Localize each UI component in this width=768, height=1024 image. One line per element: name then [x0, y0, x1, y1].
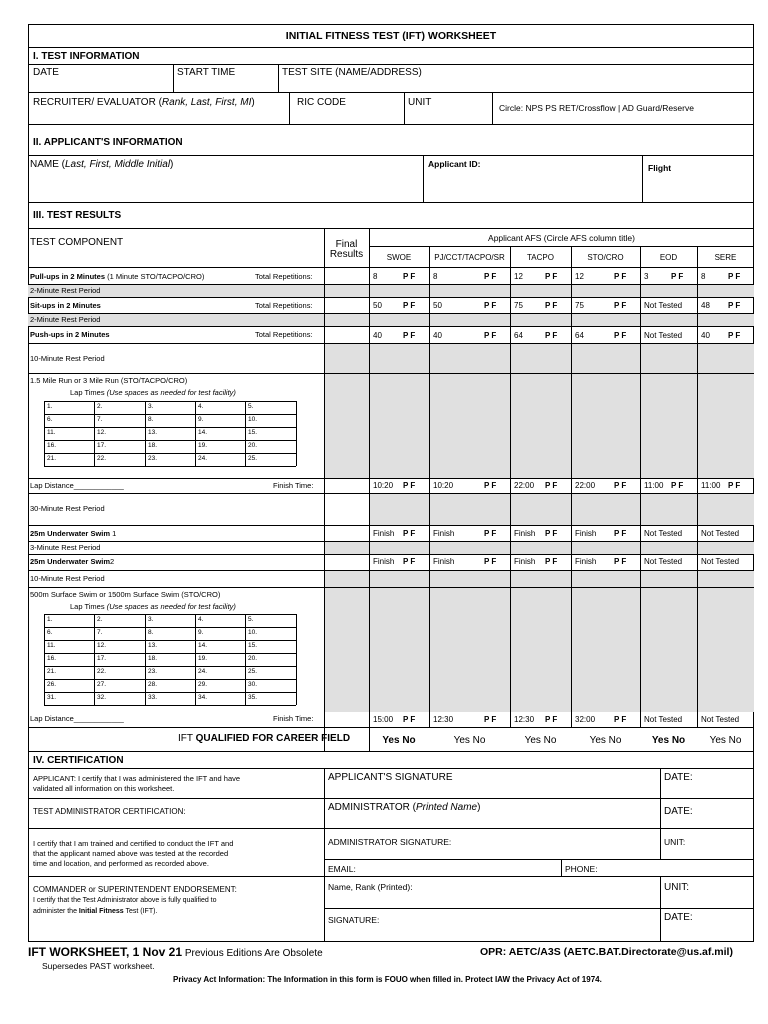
lap-time-cell[interactable]: 24. [198, 455, 208, 462]
column-divider [571, 246, 572, 727]
lap-time-cell[interactable]: 20. [248, 655, 258, 662]
section-test-results-heading: III. TEST RESULTS [33, 210, 122, 221]
pass-fail-options[interactable]: P F [403, 331, 416, 340]
lap-time-cell[interactable]: 25. [248, 668, 258, 675]
afs-column-title[interactable]: EOD [659, 253, 678, 262]
lap-time-cell[interactable]: 5. [248, 616, 254, 623]
qualified-bold: QUALIFIED FOR CAREER FIELD [195, 733, 351, 744]
admin-date-field[interactable]: DATE: [664, 806, 693, 817]
situps-total-reps: Total Repetitions: [255, 301, 313, 310]
column-divider [429, 246, 430, 727]
lap-time-cell[interactable]: 24. [198, 668, 208, 675]
applicant-signature-field[interactable]: APPLICANT'S SIGNATURE [328, 772, 453, 783]
final-results-header [324, 240, 369, 260]
pullups-text: Pull-ups in 2 Minutes [30, 272, 106, 281]
underwater-swim-1 [30, 530, 116, 538]
pass-fail-options[interactable]: P F [614, 301, 627, 310]
qualified-yes-no[interactable]: Yes No [651, 735, 686, 746]
pass-fail-options[interactable]: P F [545, 481, 558, 490]
lap-time-cell[interactable]: 9. [198, 416, 204, 423]
form-footer-title [28, 946, 323, 959]
standard-value: 64 [514, 331, 523, 340]
lap-grid-line [44, 614, 45, 705]
lap-grid-line [44, 466, 296, 467]
lap-grid-line [44, 627, 296, 628]
lap-time-cell[interactable]: 13. [148, 642, 158, 649]
lap-grid-line [44, 653, 296, 654]
pass-fail-options[interactable]: P F [614, 715, 627, 724]
lap-time-cell[interactable]: 12. [97, 429, 107, 436]
pullups-total-reps: Total Repetitions: [255, 272, 313, 281]
standard-value: Finish [373, 557, 395, 566]
pass-fail-options[interactable]: P F [403, 529, 416, 538]
pass-fail-options[interactable]: P F [403, 301, 416, 310]
lap-time-cell[interactable]: 20. [248, 442, 258, 449]
lap-distance-blank: ____________ [73, 481, 124, 490]
name-hint: Last, First, Middle Initial [65, 159, 171, 170]
lap-grid-line [44, 427, 296, 428]
lap-time-cell[interactable]: 4. [198, 616, 204, 623]
lap-time-cell[interactable]: 1. [47, 403, 53, 410]
recruiter-label: RECRUITER/ EVALUATOR ( [33, 97, 162, 108]
standard-value: 15:00 [373, 715, 394, 724]
standard-value: Not Tested [701, 529, 740, 538]
pass-fail-options[interactable]: P F [614, 481, 627, 490]
lap-time-cell[interactable]: 11. [47, 429, 56, 436]
ric-code-field[interactable]: RIC CODE [297, 97, 346, 108]
lap-time-cell[interactable]: 6. [47, 416, 53, 423]
lap-grid-line [296, 614, 297, 705]
pullups-note: (1 Minute STO/TACPO/CRO) [107, 272, 205, 281]
lap-time-cell[interactable]: 8. [148, 416, 154, 423]
pass-fail-options[interactable]: P F [614, 557, 627, 566]
pass-fail-options[interactable]: P F [614, 331, 627, 340]
test-admin-cert-label: TEST ADMINISTRATOR CERTIFICATION: [33, 807, 186, 816]
commander-tail: Test (IFT). [125, 908, 158, 915]
standard-value: 40 [373, 331, 382, 340]
lap-time-cell[interactable]: 34. [198, 694, 208, 701]
lap-time-cell[interactable]: 22. [97, 455, 107, 462]
standard-value: 75 [575, 301, 584, 310]
applicant-name-field[interactable] [30, 160, 173, 170]
pass-fail-options[interactable]: P F [545, 301, 558, 310]
lap-grid-line [44, 679, 296, 680]
standard-value: 10:20 [373, 481, 394, 490]
lap-time-cell[interactable]: 12. [97, 642, 107, 649]
lap-grid-line [195, 614, 196, 705]
admin-printed-name-field[interactable] [328, 803, 480, 813]
recruiter-close: ) [251, 97, 255, 108]
pushups-label: Push-ups in 2 Minutes [30, 330, 110, 339]
lap-grid-line [44, 440, 296, 441]
status-circle-options[interactable]: Circle: NPS PS RET/Crossflow | AD Guard/Reserve [499, 103, 694, 113]
pass-fail-options[interactable]: P F [545, 331, 558, 340]
pass-fail-options[interactable]: P F [671, 481, 684, 490]
lap-time-cell[interactable]: 21. [47, 668, 57, 675]
lap-time-cell[interactable]: 6. [47, 629, 53, 636]
shade [324, 343, 754, 478]
test-site-field[interactable]: TEST SITE (NAME/ADDRESS) [282, 67, 422, 78]
admin-name-close: ) [477, 802, 481, 813]
uw2-num: 2 [110, 557, 115, 566]
pass-fail-options[interactable]: P F [484, 272, 497, 281]
lap-time-cell[interactable]: 5. [248, 403, 254, 410]
standard-value: Finish [514, 529, 536, 538]
standard-value: 75 [514, 301, 523, 310]
lap-grid-line [44, 640, 296, 641]
applicant-id-field[interactable]: Applicant ID: [428, 159, 481, 169]
standard-value: 50 [433, 301, 442, 310]
standard-value: 64 [575, 331, 584, 340]
name-close: ) [170, 159, 174, 170]
shade [324, 284, 369, 297]
lap-time-cell[interactable]: 7. [97, 629, 103, 636]
column-divider [640, 246, 641, 727]
results-label: Results [329, 249, 364, 260]
lap-time-cell[interactable]: 15. [248, 642, 258, 649]
name-label: NAME ( [30, 159, 65, 170]
commander-line2 [33, 908, 157, 915]
lap-grid-line [44, 666, 296, 667]
pass-fail-options[interactable]: P F [545, 715, 558, 724]
unit-field[interactable]: UNIT [408, 97, 432, 108]
standard-value: 12 [514, 272, 523, 281]
lap-time-cell[interactable]: 22. [97, 668, 107, 675]
phone-field[interactable]: PHONE: [565, 864, 598, 874]
standard-value: 22:00 [514, 481, 535, 490]
certify-line1: I certify that I am trained and certified to conduct the IFT and [33, 839, 234, 848]
standard-value: Finish [575, 557, 597, 566]
commander-bold: Initial Fitness [78, 908, 124, 915]
supersedes-note: Supersedes PAST worksheet. [42, 961, 155, 971]
lap-time-cell[interactable]: 14. [198, 429, 208, 436]
lap-time-cell[interactable]: 35. [248, 694, 258, 701]
lap-time-cell[interactable]: 26. [47, 681, 57, 688]
lap-time-cell[interactable]: 31. [47, 694, 57, 701]
standard-value: Not Tested [644, 529, 683, 538]
date-field[interactable]: DATE [33, 67, 59, 78]
lap-time-cell[interactable]: 11. [47, 642, 56, 649]
admin-unit-field[interactable]: UNIT: [664, 837, 686, 847]
column-divider [697, 246, 698, 727]
standard-value: 3 [644, 272, 649, 281]
lap-time-cell[interactable]: 2. [97, 616, 103, 623]
swim-lap-times-text: Lap Times [70, 602, 105, 611]
pass-fail-options[interactable]: P F [403, 272, 416, 281]
standard-value: 12 [575, 272, 584, 281]
pass-fail-options[interactable]: P F [403, 715, 416, 724]
situps-label: Sit-ups in 2 Minutes [30, 301, 101, 310]
lap-time-cell[interactable]: 15. [248, 429, 258, 436]
lap-time-cell[interactable]: 4. [198, 403, 204, 410]
standard-value: 50 [373, 301, 382, 310]
standard-value: 8 [373, 272, 378, 281]
standard-value: 8 [701, 272, 706, 281]
applicant-date-field[interactable]: DATE: [664, 772, 693, 783]
surface-swim-label: 500m Surface Swim or 1500m Surface Swim (STO/CRO) [30, 590, 221, 599]
form-title: INITIAL FITNESS TEST (IFT) WORKSHEET [285, 30, 497, 42]
commander-line1: I certify that the Test Administrator above is fully qualified to [33, 897, 217, 904]
rest-10min-1: 10-Minute Rest Period [30, 354, 105, 363]
section-applicant-heading: II. APPLICANT'S INFORMATION [33, 137, 183, 148]
standard-value: 40 [433, 331, 442, 340]
pass-fail-options[interactable]: P F [671, 272, 684, 281]
pass-fail-options[interactable]: P F [403, 481, 416, 490]
afs-column-title[interactable]: PJ/CCT/TACPO/SR [434, 253, 505, 262]
standard-value: Not Tested [701, 557, 740, 566]
standard-value: Finish [433, 529, 455, 538]
lap-times-note: (Use spaces as needed for test facility) [106, 388, 236, 397]
pass-fail-options[interactable]: P F [728, 331, 741, 340]
commander-text: administer the [33, 908, 77, 915]
lap-grid-line [245, 614, 246, 705]
lap-time-cell[interactable]: 7. [97, 416, 103, 423]
lap-time-cell[interactable]: 23. [148, 668, 158, 675]
lap-time-cell[interactable]: 10. [248, 416, 258, 423]
rest-30min: 30-Minute Rest Period [30, 504, 105, 513]
flight-field[interactable]: Flight [648, 163, 672, 173]
lap-time-cell[interactable]: 16. [47, 442, 57, 449]
test-component-header: TEST COMPONENT [30, 237, 124, 248]
rest-2min-2: 2-Minute Rest Period [30, 315, 101, 324]
lap-time-cell[interactable]: 23. [148, 455, 158, 462]
pass-fail-options[interactable]: P F [403, 557, 416, 566]
afs-column-title[interactable]: STO/CRO [587, 253, 624, 262]
lap-grid-line [296, 401, 297, 466]
qualified-yes-no[interactable]: Yes No [382, 735, 416, 746]
lap-time-cell[interactable]: 1. [47, 616, 53, 623]
pass-fail-options[interactable]: P F [545, 272, 558, 281]
qualified-yes-no[interactable]: Yes No [453, 735, 486, 746]
commander-date-field[interactable]: DATE: [664, 912, 693, 923]
run-lap-times-header [70, 389, 236, 397]
pushups-total-reps: Total Repetitions: [255, 330, 313, 339]
recruiter-hint: Rank, Last, First, MI [161, 97, 252, 108]
pass-fail-options[interactable]: P F [484, 301, 497, 310]
run-finish-time: Finish Time: [273, 481, 314, 490]
lap-grid-line [44, 401, 296, 402]
section-certification-heading: IV. CERTIFICATION [33, 755, 124, 766]
lap-grid-line [94, 614, 95, 705]
shade [324, 313, 369, 326]
swim-finish-time: Finish Time: [273, 714, 314, 723]
swim-lap-distance-label: Lap Distance [30, 714, 74, 723]
standard-value: Not Tested [644, 715, 683, 724]
swim-lap-times-note: (Use spaces as needed for test facility) [106, 602, 236, 611]
certify-line2: that the applicant named above was tested at the recorded [33, 849, 229, 858]
lap-time-cell[interactable]: 25. [248, 455, 258, 462]
lap-grid-line [44, 705, 296, 706]
lap-time-cell[interactable]: 17. [97, 442, 107, 449]
qualified-yes-no[interactable]: Yes No [524, 735, 557, 746]
pass-fail-options[interactable]: P F [484, 557, 497, 566]
run-lap-distance[interactable] [30, 482, 124, 490]
pass-fail-options[interactable]: P F [484, 481, 497, 490]
qualified-ift: IFT [178, 733, 193, 744]
recruiter-field[interactable] [33, 98, 255, 108]
lap-time-cell[interactable]: 27. [97, 681, 107, 688]
pass-fail-options[interactable]: P F [728, 301, 741, 310]
lap-grid-line [44, 614, 296, 615]
rest-10min-2: 10-Minute Rest Period [30, 574, 105, 583]
start-time-field[interactable]: START TIME [177, 67, 236, 78]
run-label: 1.5 Mile Run or 3 Mile Run (STO/TACPO/CRO) [30, 376, 188, 385]
pass-fail-options[interactable]: P F [614, 529, 627, 538]
pass-fail-options[interactable]: P F [728, 481, 741, 490]
privacy-act-notice: Privacy Act Information: The Information in this form is FOUO when filled in. Protect IAW the Privacy Act of 1974. [173, 975, 602, 984]
lap-time-cell[interactable]: 28. [148, 681, 158, 688]
standard-value: Finish [433, 557, 455, 566]
admin-signature-field[interactable]: ADMINISTRATOR SIGNATURE: [328, 837, 452, 847]
standard-value: 32:00 [575, 715, 596, 724]
lap-grid-line [195, 401, 196, 466]
email-field[interactable]: EMAIL: [328, 864, 356, 874]
swim-lap-times-header [70, 603, 236, 611]
certify-line3: time and location, and performed as recorded above. [33, 859, 209, 868]
lap-grid-line [44, 453, 296, 454]
lap-time-cell[interactable]: 14. [198, 642, 208, 649]
lap-time-cell[interactable]: 32. [97, 694, 107, 701]
section-test-information-heading: I. TEST INFORMATION [33, 51, 140, 62]
standard-value: 12:30 [433, 715, 454, 724]
afs-column-title[interactable]: SERE [714, 253, 737, 262]
final-label: Final [335, 239, 358, 250]
commander-signature-field[interactable]: SIGNATURE: [328, 915, 380, 925]
lap-time-cell[interactable]: 8. [148, 629, 154, 636]
pullups-label [30, 273, 204, 281]
afs-column-title[interactable]: TACPO [527, 253, 554, 262]
lap-time-cell[interactable]: 18. [148, 442, 158, 449]
lap-time-cell[interactable]: 19. [198, 655, 208, 662]
pass-fail-options[interactable]: P F [614, 272, 627, 281]
lap-time-cell[interactable]: 19. [198, 442, 208, 449]
applicant-cert-line2: validated all information on this worksheet. [33, 784, 175, 793]
admin-name-label: ADMINISTRATOR ( [328, 802, 416, 813]
lap-time-cell[interactable]: 3. [148, 616, 154, 623]
standard-value: Not Tested [644, 301, 683, 310]
applicant-afs-header: Applicant AFS (Circle AFS column title) [488, 233, 635, 243]
obsolete-notice: Previous Editions Are Obsolete [184, 948, 323, 959]
shade [324, 541, 754, 554]
lap-time-cell[interactable]: 13. [148, 429, 158, 436]
swim-lap-distance[interactable] [30, 715, 124, 723]
qualified-career-field [178, 734, 350, 744]
column-divider [510, 246, 511, 727]
admin-name-hint: Printed Name [415, 802, 478, 813]
lap-time-cell[interactable]: 16. [47, 655, 57, 662]
standard-value: Finish [575, 529, 597, 538]
pass-fail-options[interactable]: P F [728, 272, 741, 281]
swim-lap-distance-blank: ____________ [73, 714, 124, 723]
standard-value: Not Tested [644, 557, 683, 566]
pass-fail-options[interactable]: P F [484, 331, 497, 340]
lap-time-cell[interactable]: 17. [97, 655, 107, 662]
lap-time-cell[interactable]: 29. [198, 681, 208, 688]
lap-time-cell[interactable]: 18. [148, 655, 158, 662]
standard-value: 11:00 [644, 481, 664, 490]
commander-name-rank-field[interactable]: Name, Rank (Printed): [328, 882, 413, 892]
rest-2min-1: 2-Minute Rest Period [30, 286, 101, 295]
standard-value: Not Tested [644, 331, 683, 340]
form-number: IFT WORKSHEET, 1 Nov 21 [28, 945, 183, 959]
lap-grid-line [245, 401, 246, 466]
afs-column-title[interactable]: SWOE [386, 253, 412, 262]
lap-grid-line [145, 614, 146, 705]
lap-time-cell[interactable]: 3. [148, 403, 154, 410]
qualified-yes-no[interactable]: Yes No [589, 735, 622, 746]
underwater-swim-2 [30, 558, 114, 566]
rule [28, 47, 754, 48]
standard-value: 10:20 [433, 481, 454, 490]
standard-value: Not Tested [701, 715, 740, 724]
pass-fail-options[interactable]: P F [484, 529, 497, 538]
lap-times-text: Lap Times [70, 388, 105, 397]
applicant-cert-line1: APPLICANT: I certify that I was administered the IFT and have [33, 774, 241, 783]
commander-unit-field[interactable]: UNIT: [664, 882, 689, 893]
lap-time-cell[interactable]: 10. [248, 629, 258, 636]
standard-value: 12:30 [514, 715, 535, 724]
lap-time-cell[interactable]: 9. [198, 629, 204, 636]
lap-time-cell[interactable]: 30. [248, 681, 258, 688]
lap-grid-line [44, 692, 296, 693]
uw1-text: 25m Underwater Swim [30, 529, 111, 538]
uw1-num: 1 [112, 529, 117, 538]
commander-endorsement-label: COMMANDER or SUPERINTENDENT ENDORSEMENT: [33, 885, 237, 894]
standard-value: 48 [701, 301, 710, 310]
pass-fail-options[interactable]: P F [545, 557, 558, 566]
lap-time-cell[interactable]: 2. [97, 403, 103, 410]
shade [324, 570, 754, 712]
lap-grid-line [94, 401, 95, 466]
lap-time-cell[interactable]: 21. [47, 455, 57, 462]
pass-fail-options[interactable]: P F [545, 529, 558, 538]
standard-value: Finish [514, 557, 536, 566]
lap-time-cell[interactable]: 33. [148, 694, 158, 701]
standard-value: 22:00 [575, 481, 596, 490]
qualified-yes-no[interactable]: Yes No [709, 735, 742, 746]
standard-value: 8 [433, 272, 438, 281]
standard-value: 40 [701, 331, 710, 340]
pass-fail-options[interactable]: P F [484, 715, 497, 724]
lap-distance-label: Lap Distance [30, 481, 74, 490]
lap-grid-line [44, 414, 296, 415]
lap-grid-line [44, 401, 45, 466]
standard-value: 11:00 [701, 481, 721, 490]
uw2-text: 25m Underwater Swim [30, 557, 111, 566]
rest-3min: 3-Minute Rest Period [30, 543, 101, 552]
standard-value: Finish [373, 529, 395, 538]
lap-grid-line [145, 401, 146, 466]
opr-contact: OPR: AETC/A3S (AETC.BAT.Directorate@us.af.mil) [480, 946, 733, 958]
